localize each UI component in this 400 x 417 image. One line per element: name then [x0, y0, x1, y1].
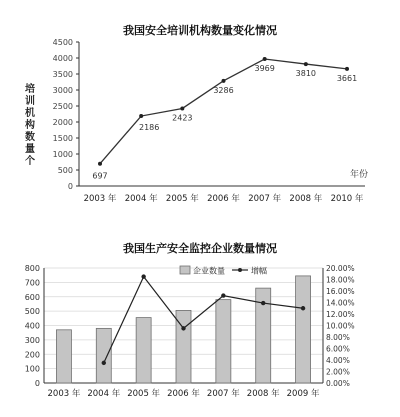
x-tick-label: 2008 年 — [289, 194, 323, 204]
data-label: 3286 — [213, 85, 234, 95]
growth-point — [181, 326, 185, 330]
chart-title: 我国生产安全监控企业数量情况 — [123, 242, 277, 255]
y-tick-label: 2500 — [52, 102, 73, 111]
y-axis-label-char: 机 — [25, 108, 35, 119]
y-tick-label: 0 — [67, 182, 73, 191]
right-y-tick-label: 0.00% — [326, 379, 350, 388]
data-point — [345, 67, 349, 71]
bar — [96, 328, 111, 383]
growth-point — [301, 306, 305, 310]
data-point — [180, 106, 184, 110]
y-tick-label: 1500 — [52, 134, 73, 143]
right-y-tick-label: 14.00% — [326, 298, 355, 308]
left-y-tick-label: 800 — [24, 264, 40, 273]
growth-point — [261, 301, 265, 305]
legend-swatch-marker — [238, 268, 242, 272]
data-label: 3969 — [254, 63, 275, 73]
data-point — [263, 57, 267, 61]
left-y-tick-label: 100 — [24, 364, 40, 374]
left-y-tick-label: 600 — [24, 292, 40, 302]
left-y-tick-label: 500 — [24, 307, 40, 317]
right-y-tick-label: 12.00% — [326, 310, 355, 319]
y-axis-label-char: 训 — [25, 96, 35, 107]
x-tick-label: 2003 年 — [47, 389, 81, 399]
right-y-tick-label: 4.00% — [326, 356, 350, 365]
x-tick-label: 2006 年 — [207, 194, 240, 204]
right-y-tick-label: 16.00% — [326, 287, 355, 296]
y-axis-label — [24, 82, 35, 167]
bar — [216, 300, 231, 383]
y-tick-label: 4500 — [52, 38, 73, 47]
x-tick-label: 2007 年 — [206, 389, 240, 399]
x-tick-label: 2010 年 — [330, 194, 364, 204]
y-axis-label-char: 数 — [25, 132, 35, 143]
x-tick-label: 2005 年 — [127, 389, 161, 399]
y-tick-label: 4000 — [52, 54, 73, 63]
bar — [56, 330, 71, 383]
x-tick-label: 2005 年 — [165, 194, 199, 204]
bar — [136, 318, 151, 383]
x-tick-label: 2004 年 — [124, 194, 158, 204]
left-y-tick-label: 200 — [24, 350, 40, 360]
y-tick-label: 500 — [57, 166, 73, 175]
bar — [296, 276, 311, 383]
y-axis-label-char: 量 — [25, 144, 35, 155]
left-y-tick-label: 300 — [24, 335, 40, 345]
left-y-tick-label: 700 — [24, 278, 40, 288]
x-tick-label: 2003 年 — [83, 194, 117, 204]
y-axis-label-char: 培 — [25, 84, 35, 95]
data-point — [304, 62, 308, 66]
right-y-tick-label: 18.00% — [326, 275, 355, 285]
y-axis-label-char: 构 — [25, 120, 35, 131]
x-tick-label: 2006 年 — [167, 389, 200, 399]
data-label: 3810 — [295, 69, 317, 79]
x-axis-label: 年份 — [349, 170, 369, 180]
x-tick-label: 2008 年 — [246, 389, 280, 399]
y-tick-label: 3500 — [52, 70, 73, 79]
data-label: 2186 — [138, 123, 160, 133]
data-label: 3661 — [336, 73, 358, 83]
data-label: 2423 — [172, 113, 193, 123]
legend — [180, 266, 267, 276]
x-tick-label: 2004 年 — [87, 389, 121, 399]
data-point — [139, 114, 143, 118]
data-label: 697 — [92, 171, 108, 181]
growth-line — [104, 277, 303, 363]
growth-point — [141, 274, 145, 278]
y-tick-label: 1000 — [52, 150, 73, 159]
x-tick-label: 2007 年 — [248, 194, 282, 204]
right-y-tick-label: 2.00% — [326, 367, 350, 377]
growth-point — [221, 293, 225, 297]
left-y-tick-label: 0 — [34, 379, 40, 388]
growth-point — [102, 361, 106, 365]
x-tick-label: 2009 年 — [286, 389, 320, 399]
right-y-tick-label: 10.00% — [326, 321, 355, 331]
legend-swatch-bar — [180, 266, 190, 274]
monitoring-enterprises-chart-panel — [0, 226, 400, 413]
y-axis-label-char: 个 — [25, 156, 35, 167]
right-y-tick-label: 8.00% — [326, 333, 350, 342]
data-point — [98, 162, 102, 166]
y-tick-label: 3000 — [52, 86, 73, 95]
chart-title: 我国安全培训机构数量变化情况 — [123, 24, 277, 37]
data-point — [222, 79, 226, 83]
right-y-tick-label: 6.00% — [326, 344, 350, 354]
left-y-tick-label: 400 — [24, 321, 40, 331]
right-y-tick-label: 20.00% — [326, 264, 355, 273]
legend-label: 增幅 — [251, 266, 267, 276]
legend-label: 企业数量 — [193, 266, 225, 276]
y-tick-label: 2000 — [52, 118, 73, 127]
